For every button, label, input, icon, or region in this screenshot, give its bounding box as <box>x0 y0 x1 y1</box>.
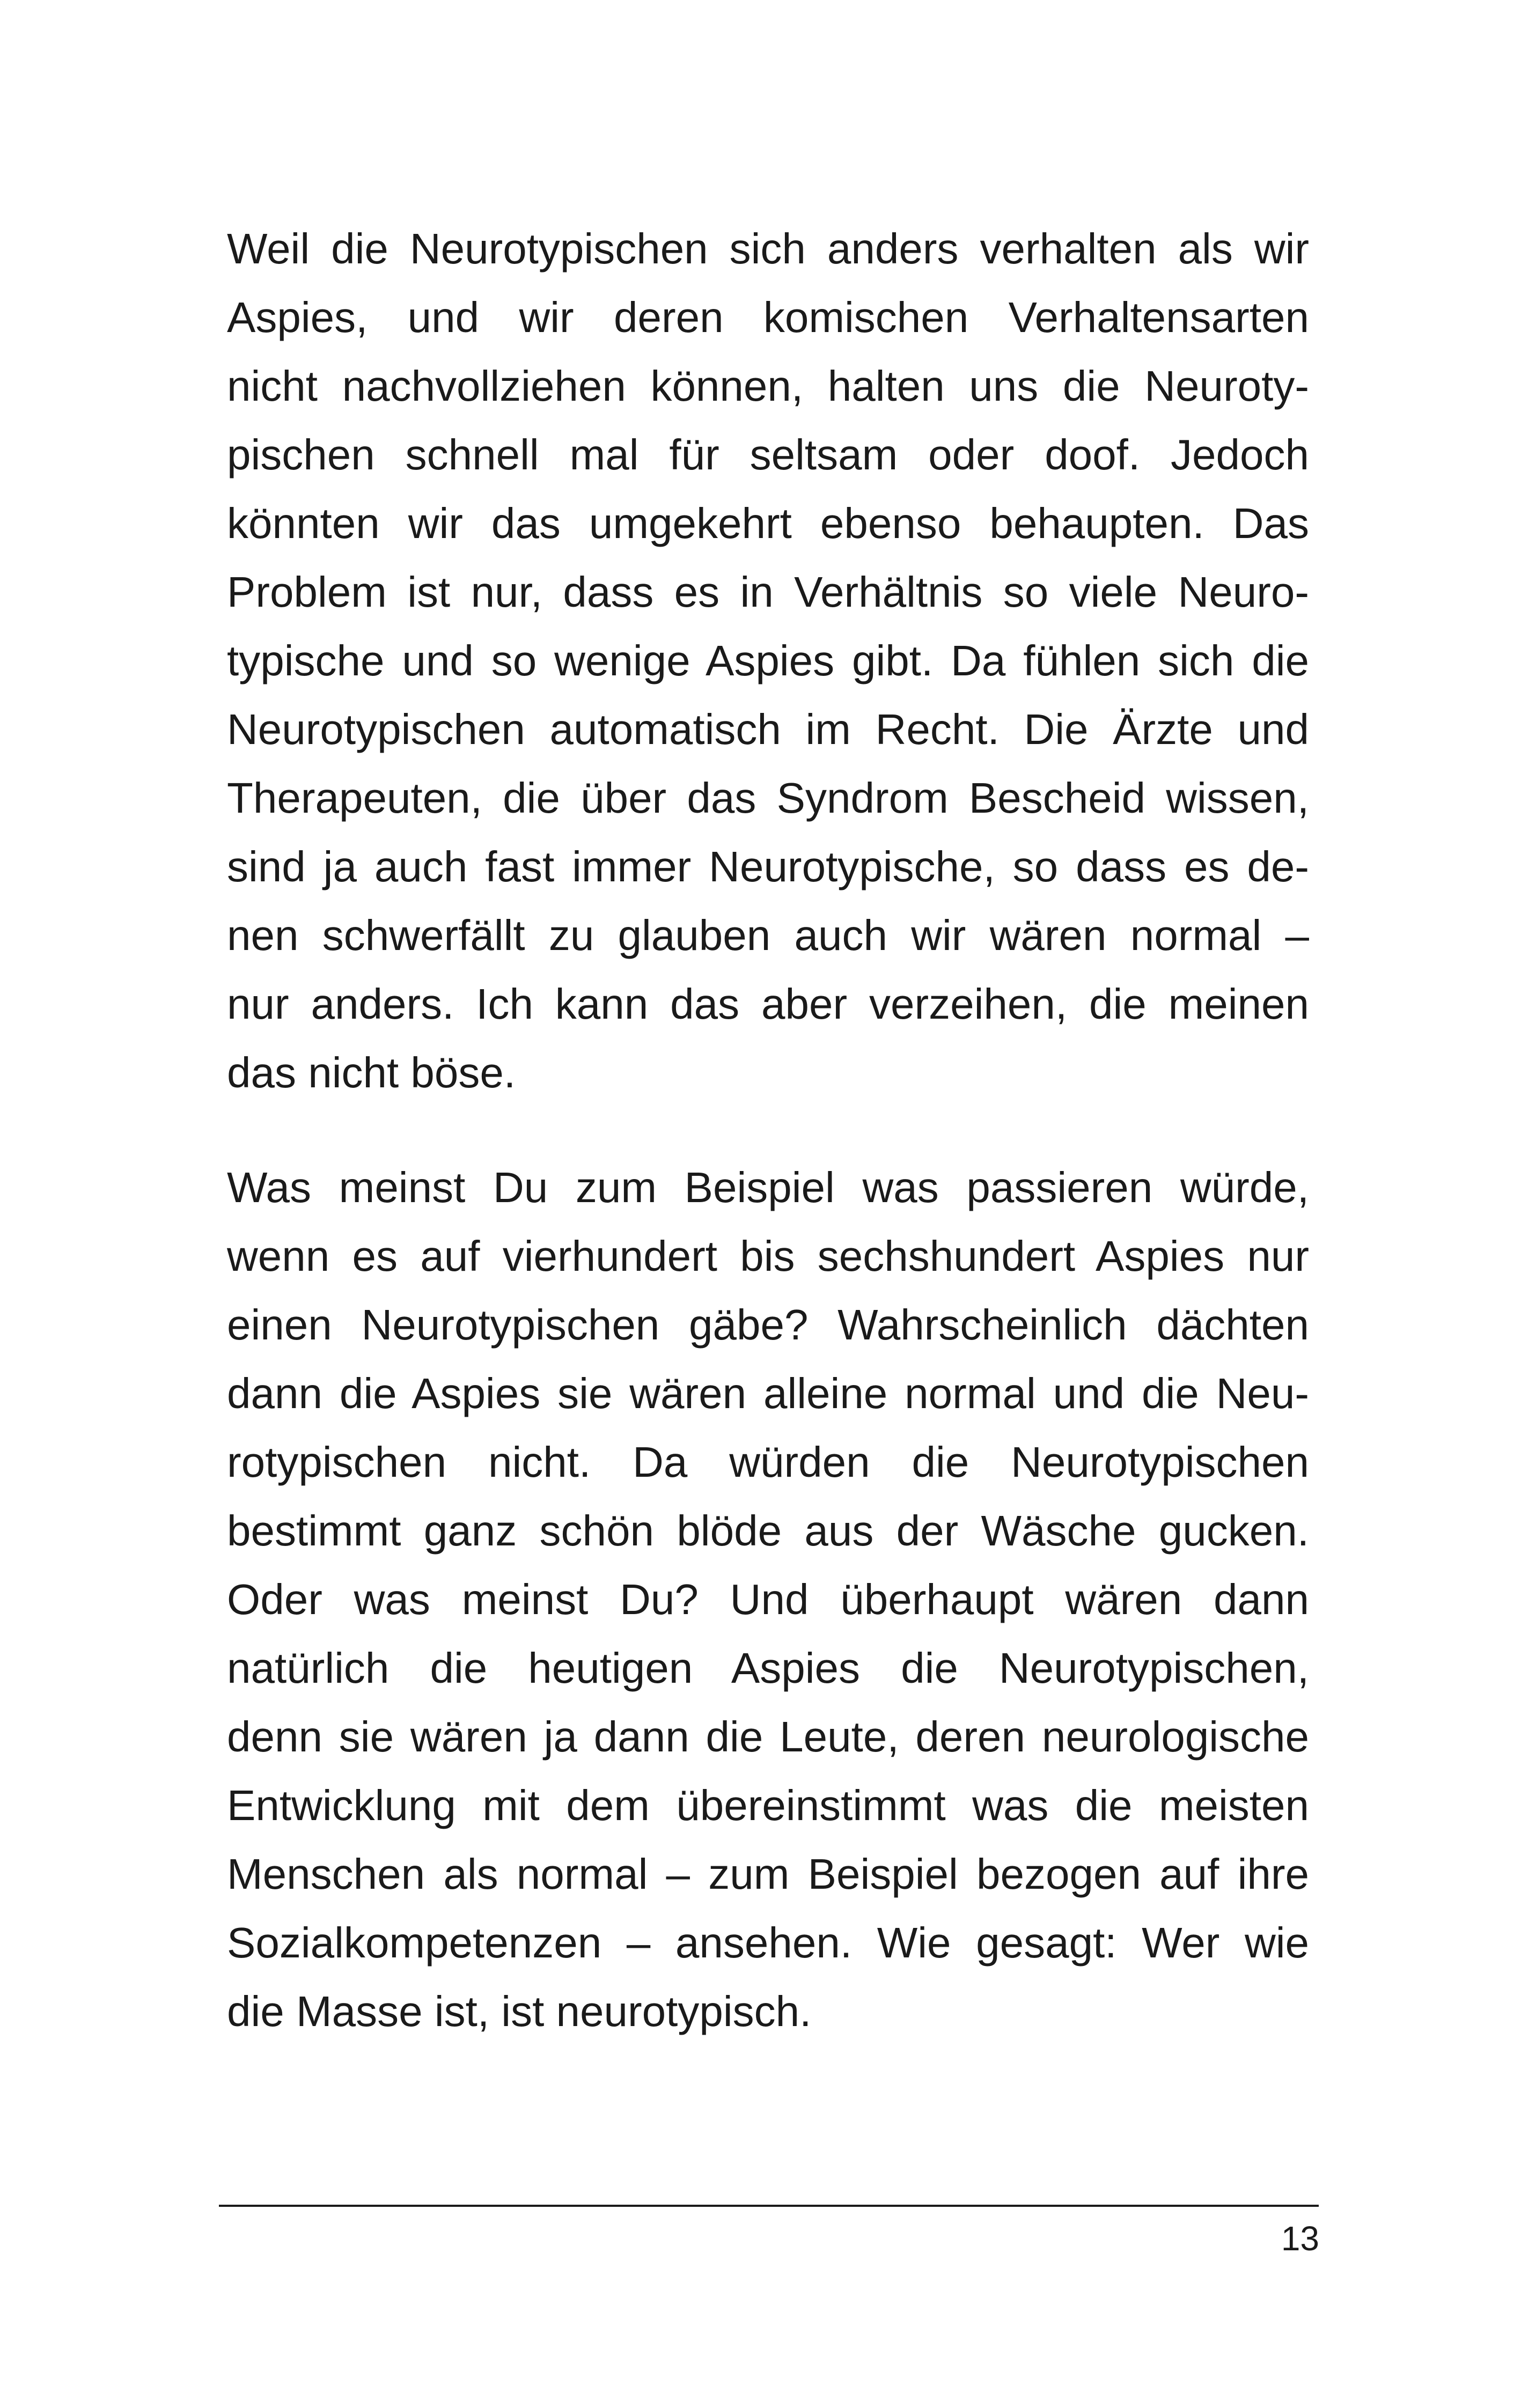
text-line: Entwicklung mit dem übereinstimmt was die meisten <box>227 1781 1309 1829</box>
text-line: bestimmt ganz schön blöde aus der Wäsche gucken. <box>227 1507 1309 1555</box>
text-line: dann die Aspies sie wären alleine normal und die Neu- <box>227 1369 1309 1417</box>
paragraph-2 <box>227 1153 1309 2046</box>
text-line: denn sie wären ja dann die Leute, deren neurologische <box>227 1713 1309 1761</box>
footer-divider <box>219 2205 1319 2207</box>
text-line: könnten wir das umgekehrt ebenso behaupten. Das <box>227 499 1309 547</box>
text-line: Menschen als normal – zum Beispiel bezogen auf ihre <box>227 1850 1309 1898</box>
text-line: nicht nachvollziehen können, halten uns die Neuroty- <box>227 362 1309 410</box>
text-line: sind ja auch fast immer Neurotypische, so dass es de- <box>227 843 1309 890</box>
text-line: das nicht böse. <box>227 1049 516 1096</box>
page-number: 13 <box>1281 2219 1319 2258</box>
text-line: typische und so wenige Aspies gibt. Da fühlen sich die <box>227 637 1309 684</box>
text-line: rotypischen nicht. Da würden die Neurotypischen <box>227 1438 1309 1486</box>
text-line: Sozialkompetenzen – ansehen. Wie gesagt: Wer wie <box>227 1919 1309 1967</box>
text-line: Therapeuten, die über das Syndrom Bescheid wissen, <box>227 774 1309 822</box>
text-line: die Masse ist, ist neurotypisch. <box>227 1987 812 2035</box>
paragraph-1 <box>227 215 1309 1107</box>
text-line: natürlich die heutigen Aspies die Neurotypischen, <box>227 1644 1309 1692</box>
text-line: Was meinst Du zum Beispiel was passieren würde, <box>227 1164 1309 1211</box>
text-line: nen schwerfällt zu glauben auch wir wären normal – <box>227 911 1309 959</box>
text-line: Aspies, und wir deren komischen Verhaltensarten <box>227 293 1309 341</box>
text-line: Problem ist nur, dass es in Verhältnis so viele Neuro- <box>227 568 1309 616</box>
text-line: pischen schnell mal für seltsam oder doof. Jedoch <box>227 431 1309 478</box>
text-line: Oder was meinst Du? Und überhaupt wären dann <box>227 1575 1309 1623</box>
text-line: nur anders. Ich kann das aber verzeihen, die meinen <box>227 980 1309 1028</box>
text-line: Neurotypischen automatisch im Recht. Die Ärzte und <box>227 705 1309 753</box>
text-line: wenn es auf vierhundert bis sechshundert Aspies nur <box>227 1232 1309 1280</box>
text-line: einen Neurotypischen gäbe? Wahrscheinlich dächten <box>227 1301 1309 1349</box>
text-line: Weil die Neurotypischen sich anders verhalten als wir <box>227 225 1309 273</box>
